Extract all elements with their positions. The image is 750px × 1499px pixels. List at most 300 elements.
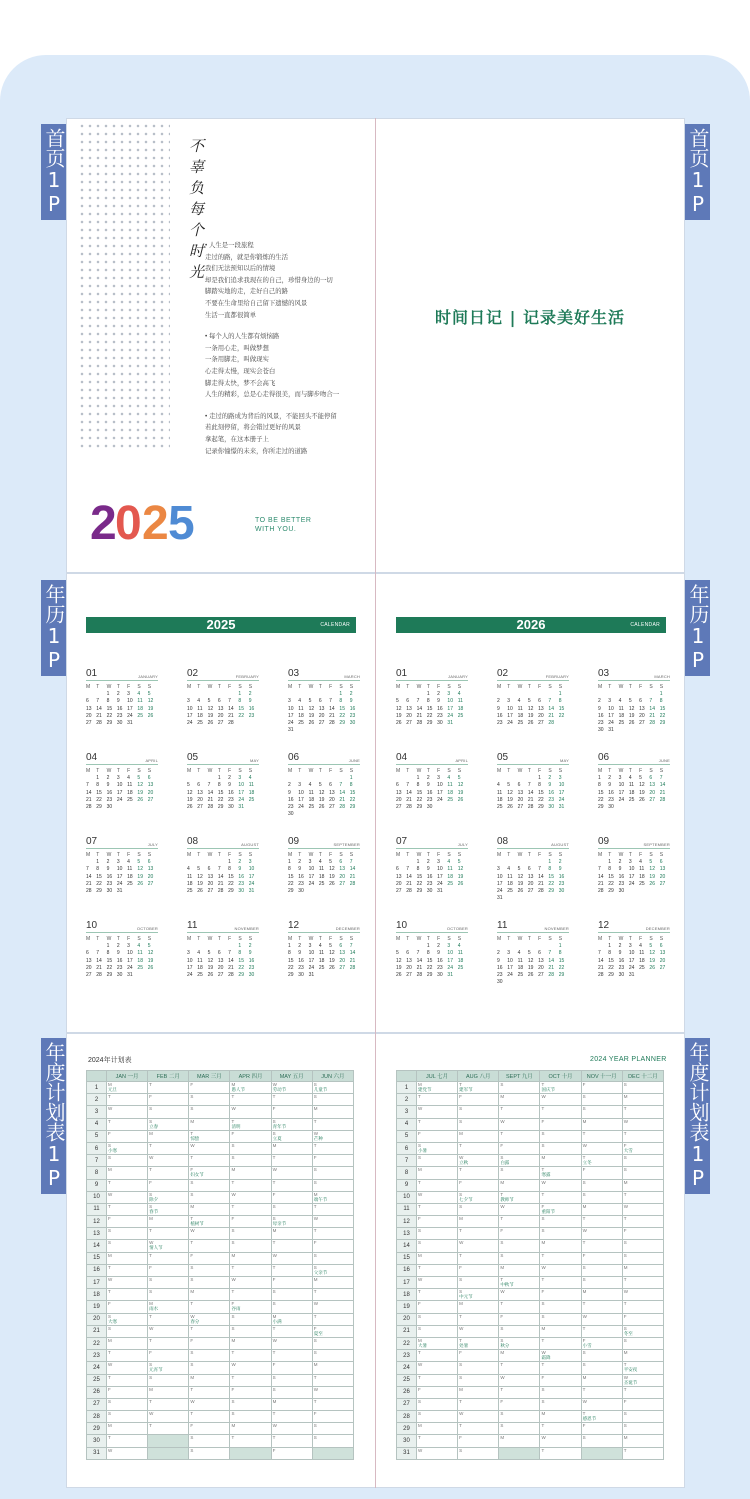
planner-cell[interactable] <box>499 1142 540 1154</box>
planner-cell[interactable] <box>540 1435 581 1447</box>
planner-cell[interactable] <box>540 1094 581 1106</box>
planner-cell[interactable] <box>189 1398 230 1410</box>
planner-cell[interactable] <box>622 1398 663 1410</box>
planner-cell[interactable] <box>189 1082 230 1094</box>
planner-cell[interactable] <box>148 1325 189 1337</box>
planner-cell[interactable] <box>540 1216 581 1228</box>
planner-cell[interactable] <box>271 1423 312 1435</box>
planner-cell[interactable] <box>417 1337 458 1349</box>
planner-cell[interactable] <box>458 1252 499 1264</box>
planner-cell[interactable] <box>622 1082 663 1094</box>
planner-cell[interactable] <box>107 1289 148 1301</box>
planner-cell[interactable] <box>271 1398 312 1410</box>
planner-cell[interactable] <box>622 1374 663 1386</box>
planner-cell[interactable] <box>622 1228 663 1240</box>
planner-cell[interactable] <box>499 1203 540 1215</box>
planner-cell[interactable] <box>230 1130 271 1142</box>
planner-cell[interactable] <box>230 1203 271 1215</box>
planner-cell[interactable] <box>458 1289 499 1301</box>
planner-cell[interactable] <box>581 1411 622 1423</box>
planner-cell[interactable] <box>622 1325 663 1337</box>
planner-cell[interactable] <box>417 1313 458 1325</box>
planner-cell[interactable] <box>107 1203 148 1215</box>
planner-cell[interactable] <box>499 1179 540 1191</box>
planner-cell[interactable] <box>581 1191 622 1203</box>
planner-cell[interactable] <box>230 1216 271 1228</box>
planner-cell[interactable] <box>540 1362 581 1374</box>
planner-cell[interactable] <box>581 1325 622 1337</box>
planner-cell[interactable] <box>189 1191 230 1203</box>
planner-cell[interactable] <box>581 1106 622 1118</box>
planner-cell[interactable] <box>271 1203 312 1215</box>
planner-cell[interactable] <box>499 1350 540 1362</box>
planner-cell[interactable] <box>189 1179 230 1191</box>
planner-cell[interactable] <box>622 1435 663 1447</box>
planner-cell[interactable] <box>458 1313 499 1325</box>
planner-cell[interactable] <box>107 1106 148 1118</box>
planner-cell[interactable] <box>499 1398 540 1410</box>
planner-cell[interactable] <box>417 1264 458 1276</box>
planner-cell[interactable] <box>230 1398 271 1410</box>
planner-cell[interactable] <box>189 1130 230 1142</box>
planner-cell[interactable] <box>271 1447 312 1459</box>
planner-cell[interactable] <box>189 1118 230 1130</box>
planner-cell[interactable] <box>107 1179 148 1191</box>
planner-cell[interactable] <box>458 1216 499 1228</box>
planner-cell[interactable] <box>312 1386 353 1398</box>
planner-cell[interactable] <box>417 1350 458 1362</box>
planner-cell[interactable] <box>458 1142 499 1154</box>
planner-cell[interactable] <box>271 1155 312 1167</box>
planner-cell[interactable] <box>581 1398 622 1410</box>
planner-cell[interactable] <box>148 1130 189 1142</box>
planner-cell[interactable] <box>148 1423 189 1435</box>
planner-cell[interactable] <box>417 1398 458 1410</box>
planner-cell[interactable] <box>581 1130 622 1142</box>
planner-cell[interactable] <box>230 1118 271 1130</box>
planner-cell[interactable] <box>107 1191 148 1203</box>
planner-cell[interactable] <box>107 1350 148 1362</box>
planner-cell[interactable] <box>312 1423 353 1435</box>
planner-cell[interactable] <box>622 1362 663 1374</box>
planner-cell[interactable] <box>499 1325 540 1337</box>
planner-cell[interactable] <box>230 1082 271 1094</box>
planner-cell[interactable] <box>458 1386 499 1398</box>
planner-cell[interactable] <box>230 1289 271 1301</box>
planner-cell[interactable] <box>148 1252 189 1264</box>
planner-cell[interactable] <box>230 1423 271 1435</box>
planner-cell[interactable] <box>417 1142 458 1154</box>
planner-cell[interactable] <box>540 1228 581 1240</box>
planner-cell[interactable] <box>148 1228 189 1240</box>
planner-cell[interactable] <box>312 1325 353 1337</box>
planner-cell[interactable] <box>148 1155 189 1167</box>
planner-cell[interactable] <box>148 1386 189 1398</box>
planner-cell[interactable] <box>312 1082 353 1094</box>
planner-cell[interactable] <box>622 1130 663 1142</box>
planner-cell[interactable] <box>622 1301 663 1313</box>
planner-cell[interactable] <box>499 1313 540 1325</box>
planner-cell[interactable] <box>271 1350 312 1362</box>
planner-cell[interactable] <box>230 1277 271 1289</box>
planner-cell[interactable] <box>499 1301 540 1313</box>
planner-cell[interactable] <box>499 1277 540 1289</box>
planner-cell[interactable] <box>540 1240 581 1252</box>
planner-cell[interactable] <box>540 1203 581 1215</box>
planner-cell[interactable] <box>230 1106 271 1118</box>
planner-cell[interactable] <box>230 1447 271 1459</box>
planner-cell[interactable] <box>581 1142 622 1154</box>
planner-cell[interactable] <box>312 1362 353 1374</box>
planner-cell[interactable] <box>312 1094 353 1106</box>
planner-cell[interactable] <box>107 1216 148 1228</box>
planner-cell[interactable] <box>417 1203 458 1215</box>
planner-cell[interactable] <box>540 1167 581 1179</box>
planner-cell[interactable] <box>417 1094 458 1106</box>
planner-cell[interactable] <box>271 1386 312 1398</box>
planner-cell[interactable] <box>189 1374 230 1386</box>
planner-cell[interactable] <box>271 1313 312 1325</box>
planner-cell[interactable] <box>148 1167 189 1179</box>
planner-cell[interactable] <box>189 1362 230 1374</box>
planner-cell[interactable] <box>312 1130 353 1142</box>
planner-cell[interactable] <box>540 1155 581 1167</box>
planner-cell[interactable] <box>581 1179 622 1191</box>
planner-cell[interactable] <box>312 1350 353 1362</box>
planner-cell[interactable] <box>581 1252 622 1264</box>
planner-cell[interactable] <box>189 1423 230 1435</box>
planner-cell[interactable] <box>312 1216 353 1228</box>
planner-cell[interactable] <box>148 1374 189 1386</box>
planner-cell[interactable] <box>230 1094 271 1106</box>
planner-cell[interactable] <box>148 1301 189 1313</box>
planner-cell[interactable] <box>622 1142 663 1154</box>
planner-cell[interactable] <box>581 1423 622 1435</box>
planner-cell[interactable] <box>540 1313 581 1325</box>
planner-cell[interactable] <box>312 1264 353 1276</box>
planner-cell[interactable] <box>189 1264 230 1276</box>
planner-cell[interactable] <box>230 1374 271 1386</box>
planner-cell[interactable] <box>271 1252 312 1264</box>
planner-cell[interactable] <box>107 1398 148 1410</box>
planner-cell[interactable] <box>499 1435 540 1447</box>
planner-cell[interactable] <box>417 1374 458 1386</box>
planner-cell[interactable] <box>312 1337 353 1349</box>
planner-cell[interactable] <box>107 1447 148 1459</box>
planner-cell[interactable] <box>417 1216 458 1228</box>
planner-cell[interactable] <box>458 1118 499 1130</box>
planner-cell[interactable] <box>312 1435 353 1447</box>
planner-cell[interactable] <box>499 1240 540 1252</box>
planner-cell[interactable] <box>622 1264 663 1276</box>
planner-cell[interactable] <box>271 1435 312 1447</box>
planner-cell[interactable] <box>148 1398 189 1410</box>
planner-cell[interactable] <box>540 1106 581 1118</box>
planner-cell[interactable] <box>581 1337 622 1349</box>
planner-cell[interactable] <box>107 1142 148 1154</box>
planner-cell[interactable] <box>417 1289 458 1301</box>
planner-cell[interactable] <box>271 1374 312 1386</box>
planner-cell[interactable] <box>499 1094 540 1106</box>
planner-cell[interactable] <box>107 1277 148 1289</box>
planner-cell[interactable] <box>189 1094 230 1106</box>
planner-cell[interactable] <box>417 1106 458 1118</box>
planner-cell[interactable] <box>540 1411 581 1423</box>
planner-cell[interactable] <box>230 1240 271 1252</box>
planner-cell[interactable] <box>189 1411 230 1423</box>
planner-cell[interactable] <box>581 1228 622 1240</box>
planner-cell[interactable] <box>540 1374 581 1386</box>
planner-cell[interactable] <box>499 1337 540 1349</box>
planner-cell[interactable] <box>271 1130 312 1142</box>
planner-cell[interactable] <box>458 1240 499 1252</box>
planner-cell[interactable] <box>230 1313 271 1325</box>
planner-cell[interactable] <box>148 1191 189 1203</box>
planner-cell[interactable] <box>189 1313 230 1325</box>
planner-cell[interactable] <box>499 1386 540 1398</box>
planner-cell[interactable] <box>458 1130 499 1142</box>
planner-cell[interactable] <box>417 1435 458 1447</box>
planner-cell[interactable] <box>312 1277 353 1289</box>
planner-cell[interactable] <box>148 1094 189 1106</box>
planner-cell[interactable] <box>540 1325 581 1337</box>
planner-cell[interactable] <box>271 1191 312 1203</box>
planner-cell[interactable] <box>540 1179 581 1191</box>
planner-cell[interactable] <box>107 1252 148 1264</box>
planner-cell[interactable] <box>107 1118 148 1130</box>
planner-cell[interactable] <box>148 1289 189 1301</box>
planner-cell[interactable] <box>148 1411 189 1423</box>
planner-cell[interactable] <box>189 1142 230 1154</box>
planner-cell[interactable] <box>312 1142 353 1154</box>
planner-cell[interactable] <box>499 1118 540 1130</box>
planner-cell[interactable] <box>417 1228 458 1240</box>
planner-cell[interactable] <box>312 1411 353 1423</box>
planner-cell[interactable] <box>148 1435 189 1447</box>
planner-cell[interactable] <box>107 1386 148 1398</box>
planner-cell[interactable] <box>271 1082 312 1094</box>
planner-cell[interactable] <box>417 1167 458 1179</box>
planner-cell[interactable] <box>622 1447 663 1459</box>
planner-cell[interactable] <box>271 1325 312 1337</box>
planner-cell[interactable] <box>540 1386 581 1398</box>
planner-cell[interactable] <box>499 1362 540 1374</box>
planner-cell[interactable] <box>312 1240 353 1252</box>
planner-cell[interactable] <box>458 1155 499 1167</box>
planner-cell[interactable] <box>581 1277 622 1289</box>
planner-cell[interactable] <box>230 1325 271 1337</box>
planner-cell[interactable] <box>312 1252 353 1264</box>
planner-cell[interactable] <box>622 1118 663 1130</box>
planner-cell[interactable] <box>230 1228 271 1240</box>
planner-cell[interactable] <box>581 1216 622 1228</box>
planner-cell[interactable] <box>189 1216 230 1228</box>
planner-cell[interactable] <box>148 1203 189 1215</box>
planner-cell[interactable] <box>540 1142 581 1154</box>
planner-cell[interactable] <box>581 1118 622 1130</box>
planner-cell[interactable] <box>148 1264 189 1276</box>
planner-cell[interactable] <box>107 1435 148 1447</box>
planner-cell[interactable] <box>189 1350 230 1362</box>
planner-cell[interactable] <box>458 1179 499 1191</box>
planner-cell[interactable] <box>622 1313 663 1325</box>
planner-cell[interactable] <box>271 1240 312 1252</box>
planner-cell[interactable] <box>417 1179 458 1191</box>
planner-cell[interactable] <box>189 1325 230 1337</box>
planner-cell[interactable] <box>622 1386 663 1398</box>
planner-cell[interactable] <box>622 1423 663 1435</box>
planner-cell[interactable] <box>312 1313 353 1325</box>
planner-cell[interactable] <box>581 1386 622 1398</box>
planner-cell[interactable] <box>417 1277 458 1289</box>
planner-cell[interactable] <box>271 1106 312 1118</box>
planner-cell[interactable] <box>230 1362 271 1374</box>
planner-cell[interactable] <box>271 1142 312 1154</box>
planner-cell[interactable] <box>148 1216 189 1228</box>
planner-cell[interactable] <box>271 1216 312 1228</box>
planner-cell[interactable] <box>107 1082 148 1094</box>
planner-cell[interactable] <box>148 1447 189 1459</box>
planner-cell[interactable] <box>499 1216 540 1228</box>
planner-cell[interactable] <box>417 1362 458 1374</box>
planner-cell[interactable] <box>107 1094 148 1106</box>
planner-cell[interactable] <box>540 1277 581 1289</box>
planner-cell[interactable] <box>271 1179 312 1191</box>
planner-cell[interactable] <box>622 1155 663 1167</box>
planner-cell[interactable] <box>271 1277 312 1289</box>
planner-cell[interactable] <box>107 1313 148 1325</box>
planner-cell[interactable] <box>458 1301 499 1313</box>
planner-cell[interactable] <box>622 1179 663 1191</box>
planner-cell[interactable] <box>189 1252 230 1264</box>
planner-cell[interactable] <box>107 1411 148 1423</box>
planner-cell[interactable] <box>499 1447 540 1459</box>
planner-cell[interactable] <box>499 1264 540 1276</box>
planner-cell[interactable] <box>189 1289 230 1301</box>
planner-cell[interactable] <box>189 1203 230 1215</box>
planner-cell[interactable] <box>622 1216 663 1228</box>
planner-cell[interactable] <box>230 1155 271 1167</box>
planner-cell[interactable] <box>417 1191 458 1203</box>
planner-cell[interactable] <box>148 1240 189 1252</box>
planner-cell[interactable] <box>499 1167 540 1179</box>
planner-cell[interactable] <box>458 1398 499 1410</box>
planner-cell[interactable] <box>499 1155 540 1167</box>
planner-cell[interactable] <box>499 1191 540 1203</box>
planner-cell[interactable] <box>230 1179 271 1191</box>
planner-cell[interactable] <box>189 1228 230 1240</box>
planner-cell[interactable] <box>312 1203 353 1215</box>
planner-cell[interactable] <box>581 1374 622 1386</box>
planner-cell[interactable] <box>540 1398 581 1410</box>
planner-cell[interactable] <box>622 1094 663 1106</box>
planner-cell[interactable] <box>271 1264 312 1276</box>
planner-cell[interactable] <box>189 1155 230 1167</box>
planner-cell[interactable] <box>417 1155 458 1167</box>
planner-cell[interactable] <box>458 1228 499 1240</box>
planner-cell[interactable] <box>271 1411 312 1423</box>
planner-cell[interactable] <box>581 1435 622 1447</box>
planner-cell[interactable] <box>499 1130 540 1142</box>
planner-cell[interactable] <box>148 1106 189 1118</box>
planner-cell[interactable] <box>458 1447 499 1459</box>
planner-cell[interactable] <box>622 1167 663 1179</box>
planner-cell[interactable] <box>107 1423 148 1435</box>
planner-cell[interactable] <box>458 1362 499 1374</box>
planner-cell[interactable] <box>622 1240 663 1252</box>
planner-cell[interactable] <box>312 1289 353 1301</box>
planner-cell[interactable] <box>458 1094 499 1106</box>
planner-cell[interactable] <box>189 1277 230 1289</box>
planner-cell[interactable] <box>230 1411 271 1423</box>
planner-cell[interactable] <box>581 1447 622 1459</box>
planner-cell[interactable] <box>312 1118 353 1130</box>
planner-cell[interactable] <box>148 1277 189 1289</box>
planner-cell[interactable] <box>581 1203 622 1215</box>
planner-cell[interactable] <box>312 1228 353 1240</box>
planner-cell[interactable] <box>622 1277 663 1289</box>
planner-cell[interactable] <box>622 1411 663 1423</box>
planner-cell[interactable] <box>417 1130 458 1142</box>
planner-cell[interactable] <box>499 1423 540 1435</box>
planner-cell[interactable] <box>499 1082 540 1094</box>
planner-cell[interactable] <box>271 1362 312 1374</box>
planner-cell[interactable] <box>148 1313 189 1325</box>
planner-cell[interactable] <box>148 1179 189 1191</box>
planner-cell[interactable] <box>148 1142 189 1154</box>
planner-cell[interactable] <box>581 1350 622 1362</box>
planner-cell[interactable] <box>148 1082 189 1094</box>
planner-cell[interactable] <box>540 1301 581 1313</box>
planner-cell[interactable] <box>540 1350 581 1362</box>
planner-cell[interactable] <box>312 1301 353 1313</box>
planner-cell[interactable] <box>540 1423 581 1435</box>
planner-cell[interactable] <box>499 1289 540 1301</box>
planner-cell[interactable] <box>458 1411 499 1423</box>
planner-cell[interactable] <box>622 1191 663 1203</box>
planner-cell[interactable] <box>540 1337 581 1349</box>
planner-cell[interactable] <box>271 1337 312 1349</box>
planner-cell[interactable] <box>230 1167 271 1179</box>
planner-cell[interactable] <box>540 1289 581 1301</box>
planner-cell[interactable] <box>581 1240 622 1252</box>
planner-cell[interactable] <box>312 1106 353 1118</box>
planner-cell[interactable] <box>458 1337 499 1349</box>
planner-cell[interactable] <box>230 1191 271 1203</box>
planner-cell[interactable] <box>540 1264 581 1276</box>
planner-cell[interactable] <box>312 1179 353 1191</box>
planner-cell[interactable] <box>622 1203 663 1215</box>
planner-cell[interactable] <box>458 1435 499 1447</box>
planner-cell[interactable] <box>107 1240 148 1252</box>
planner-cell[interactable] <box>271 1118 312 1130</box>
planner-cell[interactable] <box>622 1337 663 1349</box>
planner-cell[interactable] <box>189 1435 230 1447</box>
planner-cell[interactable] <box>417 1082 458 1094</box>
planner-cell[interactable] <box>107 1155 148 1167</box>
planner-cell[interactable] <box>458 1264 499 1276</box>
planner-cell[interactable] <box>189 1386 230 1398</box>
planner-cell[interactable] <box>312 1398 353 1410</box>
planner-cell[interactable] <box>417 1411 458 1423</box>
planner-cell[interactable] <box>107 1167 148 1179</box>
planner-cell[interactable] <box>540 1130 581 1142</box>
planner-cell[interactable] <box>581 1082 622 1094</box>
planner-cell[interactable] <box>417 1118 458 1130</box>
planner-cell[interactable] <box>417 1325 458 1337</box>
planner-cell[interactable] <box>271 1301 312 1313</box>
planner-cell[interactable] <box>417 1447 458 1459</box>
